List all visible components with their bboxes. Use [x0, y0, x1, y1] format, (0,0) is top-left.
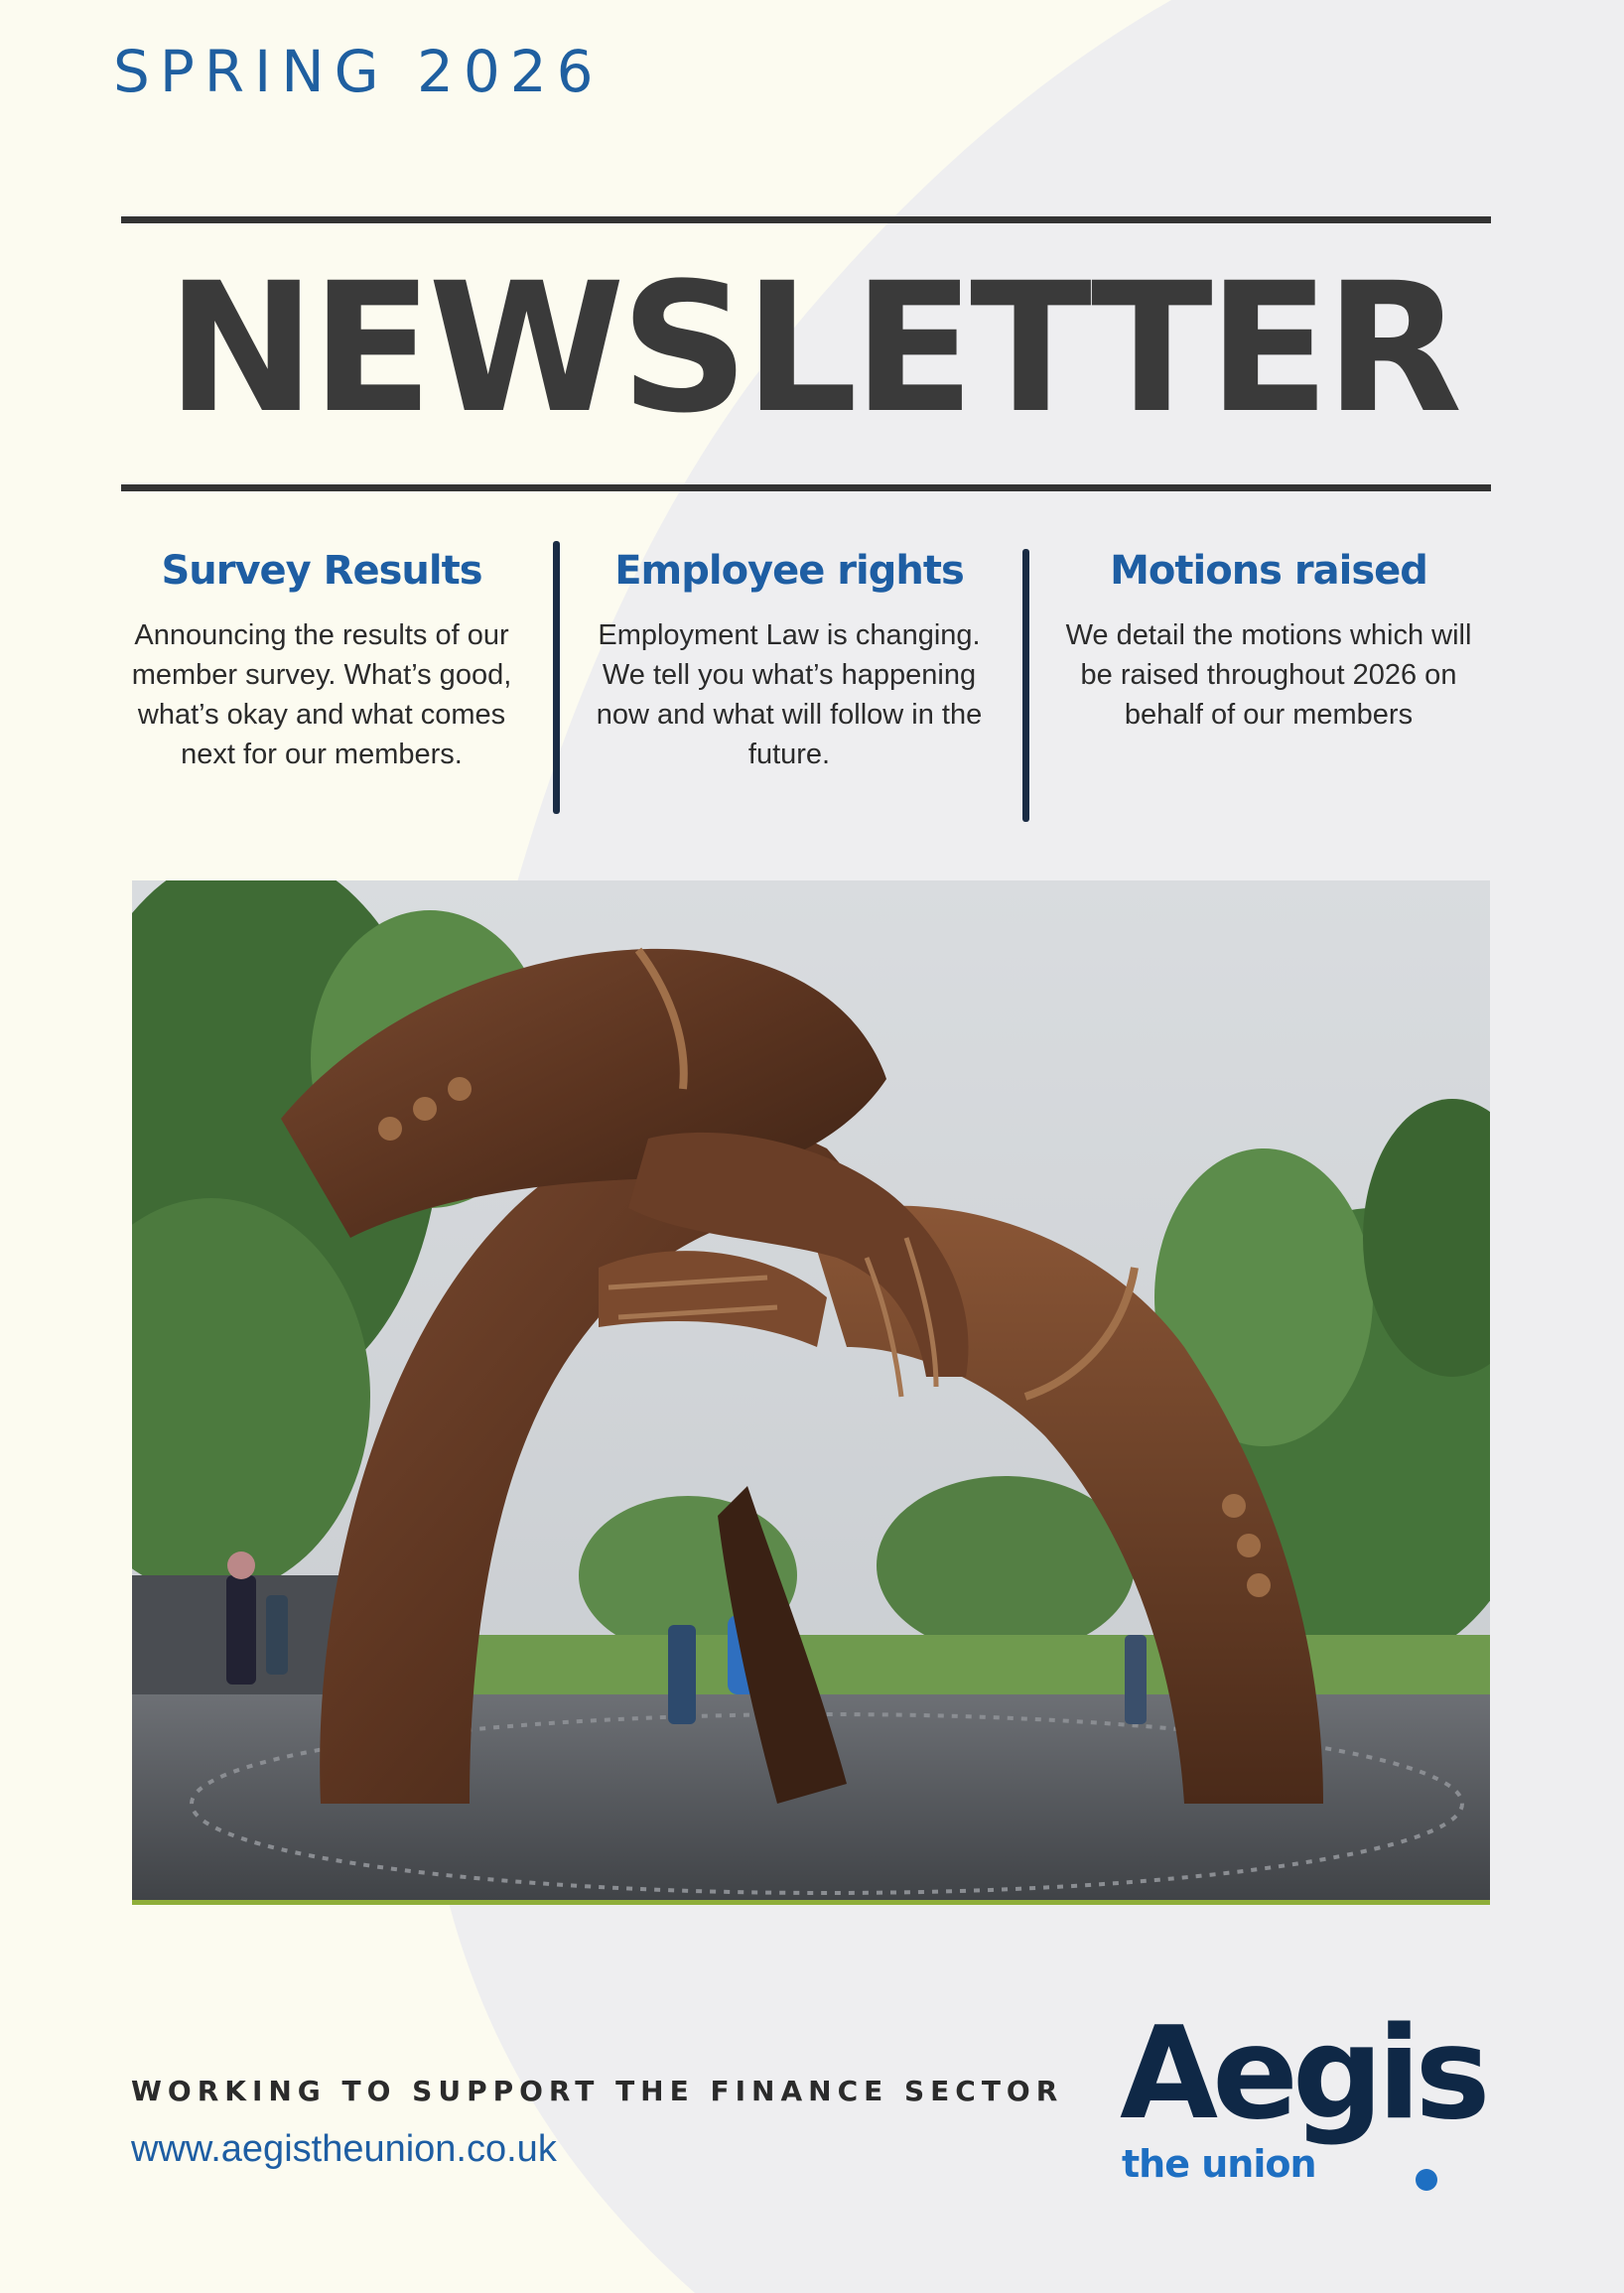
masthead-title: NEWSLETTER — [166, 245, 1458, 453]
issue-season: SPRING 2026 — [113, 38, 604, 105]
feature-text: Employment Law is changing. We tell you what’s happening now and what will follow in the future. — [596, 619, 983, 770]
feature-heading: Employee rights — [614, 548, 964, 594]
masthead-top-rule — [121, 216, 1491, 223]
column-divider — [553, 541, 560, 814]
website-link[interactable]: www.aegistheunion.co.uk — [131, 2128, 557, 2170]
footer-tagline: WORKING TO SUPPORT THE FINANCE SECTOR — [131, 2075, 1064, 2107]
cover-photo — [132, 880, 1490, 1905]
logo-wordmark: Aegis — [1120, 2000, 1485, 2148]
feature-heading: Motions raised — [1110, 548, 1427, 594]
feature-employee-rights — [581, 548, 998, 774]
feature-heading: Survey Results — [161, 548, 482, 594]
feature-text: We detail the motions which will be raised throughout 2026 on behalf of our members — [1065, 619, 1472, 731]
aegis-logo — [1120, 2000, 1517, 2202]
feature-motions-raised — [1060, 548, 1477, 735]
logo-dot-icon — [1416, 2169, 1437, 2191]
masthead-bottom-rule — [121, 484, 1491, 491]
column-divider — [1022, 549, 1029, 822]
feature-text: Announcing the results of our member survey. What’s good, what’s okay and what comes next for our members. — [131, 619, 512, 770]
sculpture-photo-icon — [132, 880, 1490, 1905]
logo-subtitle: the union — [1122, 2142, 1316, 2186]
feature-survey-results — [113, 548, 530, 774]
